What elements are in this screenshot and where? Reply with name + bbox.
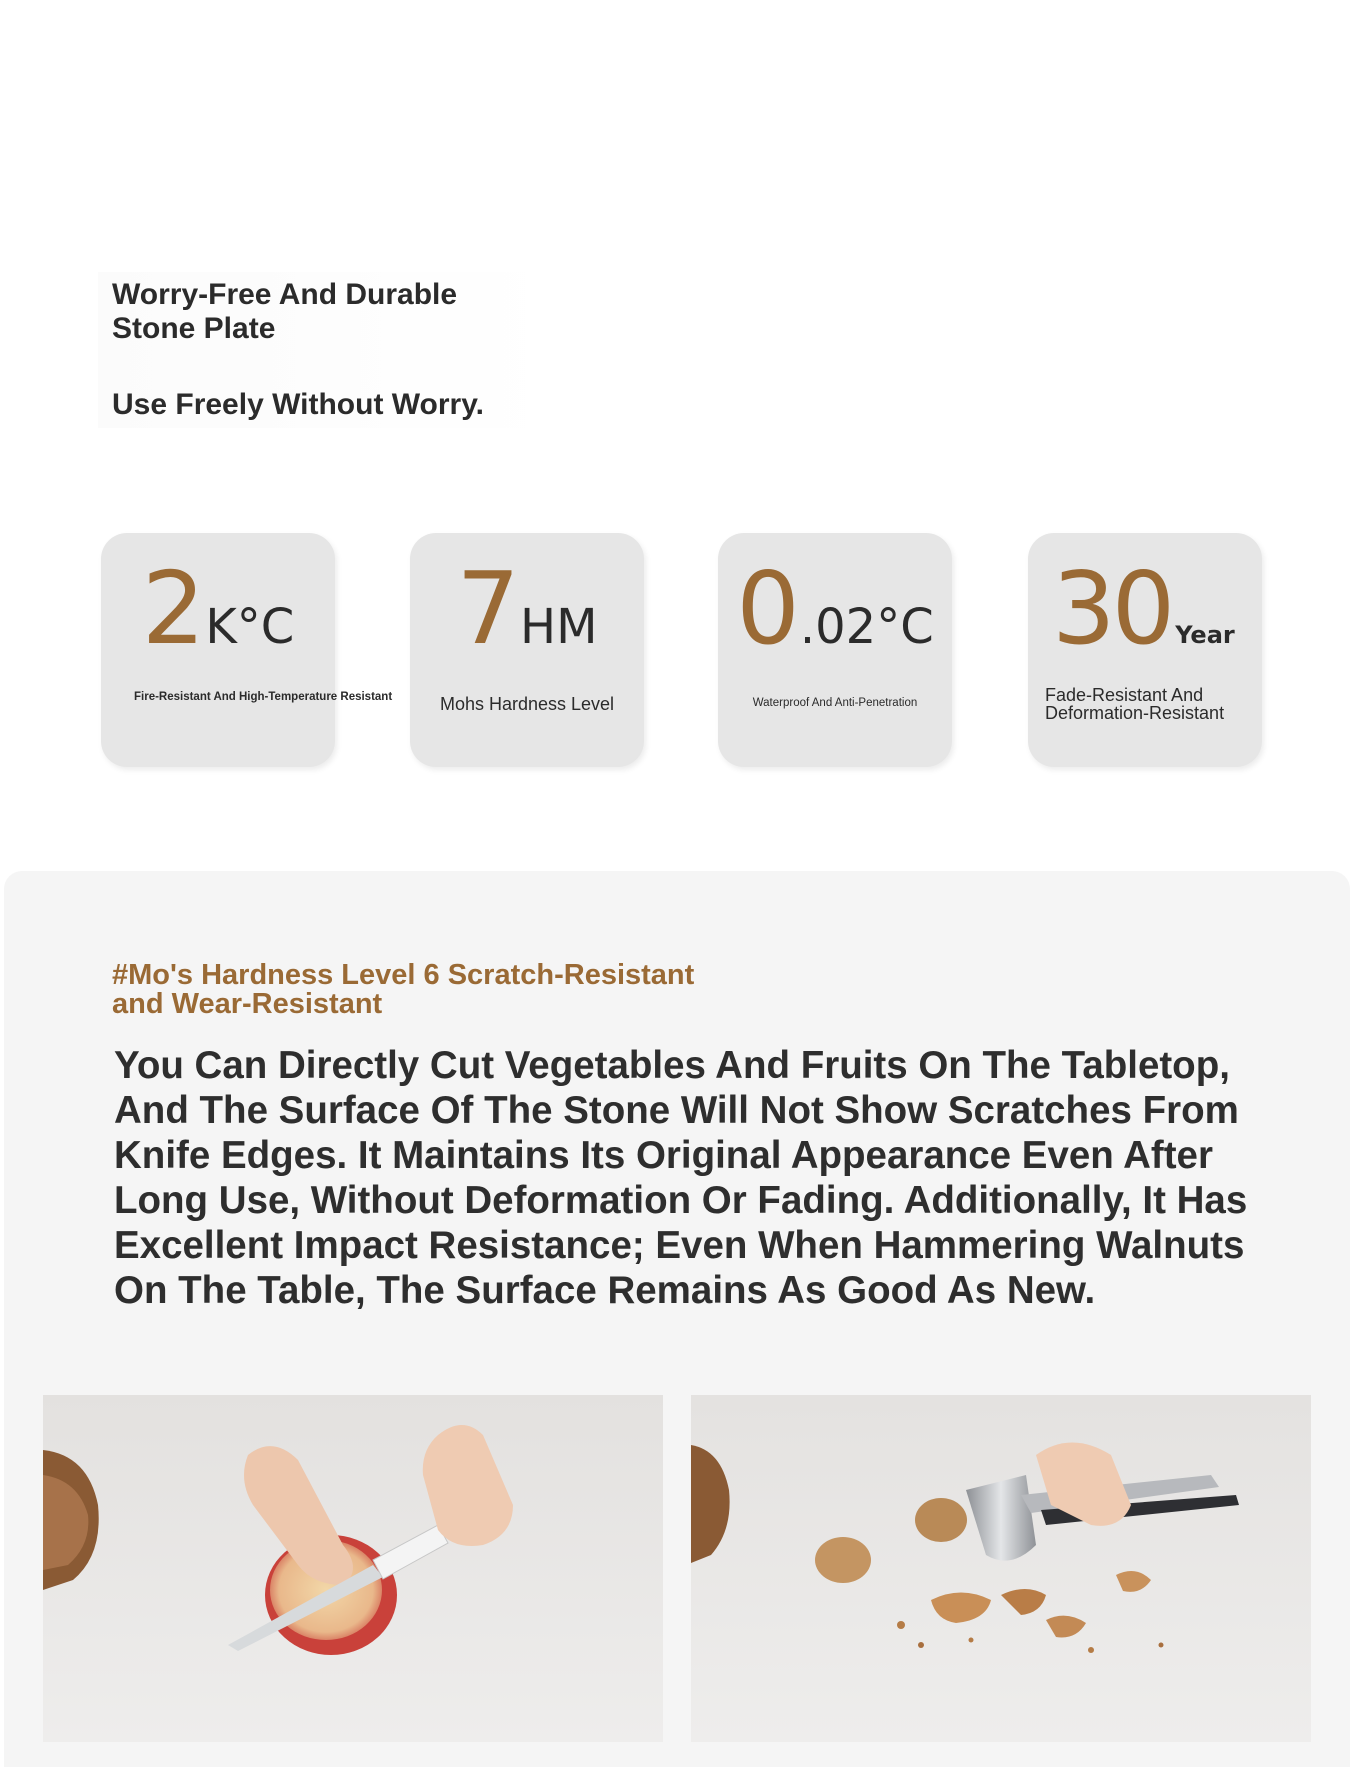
- stat-card-fade-resistance: [1028, 533, 1262, 767]
- stat-value: [1052, 550, 1262, 667]
- apple-cutting-photo: [43, 1395, 663, 1742]
- stat-card-hardness: [410, 533, 644, 767]
- intro-section: [98, 272, 558, 428]
- stat-unit: .02°C: [799, 599, 934, 655]
- intro-title: Worry-Free And Durable Stone Plate: [112, 278, 458, 345]
- stats-row: [101, 533, 1265, 767]
- stat-unit: Year: [1175, 621, 1235, 649]
- stat-label: Mohs Hardness Level: [439, 694, 615, 714]
- feature-tag: #Mo's Hardness Level 6 Scratch-Resistant and Wear-Resistant: [112, 959, 695, 1020]
- stat-label: Fade-Resistant And Deformation-Resistant: [1045, 685, 1225, 723]
- stat-number: 0: [736, 550, 796, 667]
- walnut-cracking-photo: [691, 1395, 1311, 1742]
- stat-value: [718, 550, 952, 667]
- intro-subtitle-box: [98, 352, 558, 428]
- intro-title-box: [98, 272, 558, 352]
- stat-label: Fire-Resistant And High-Temperature Resistant: [134, 691, 393, 703]
- stat-unit: K°C: [205, 599, 295, 655]
- intro-subtitle: Use Freely Without Worry.: [112, 388, 485, 421]
- stat-label: Waterproof And Anti-Penetration: [752, 697, 918, 709]
- stat-number: 30: [1052, 550, 1172, 667]
- stat-number: 2: [141, 550, 202, 667]
- stat-card-waterproof: [718, 533, 952, 767]
- stat-number: 7: [456, 550, 517, 667]
- stat-card-fire-resistance: [101, 533, 393, 767]
- stat-value: [410, 550, 644, 667]
- stat-value: [101, 550, 335, 667]
- stat-unit: HM: [520, 599, 598, 655]
- feature-body: You Can Directly Cut Vegetables And Fruits On The Tabletop, And The Surface Of The Stone Will Not Show Scratches From Knife Edges. It Maintains Its Original Appearance Even After Long Use, Without Deformation Or Fading. Additionally, It Has Excellent Impact Resistance; Even When Hammering Walnuts On The Table, The Surface Remains As Good As New.: [114, 1044, 1248, 1312]
